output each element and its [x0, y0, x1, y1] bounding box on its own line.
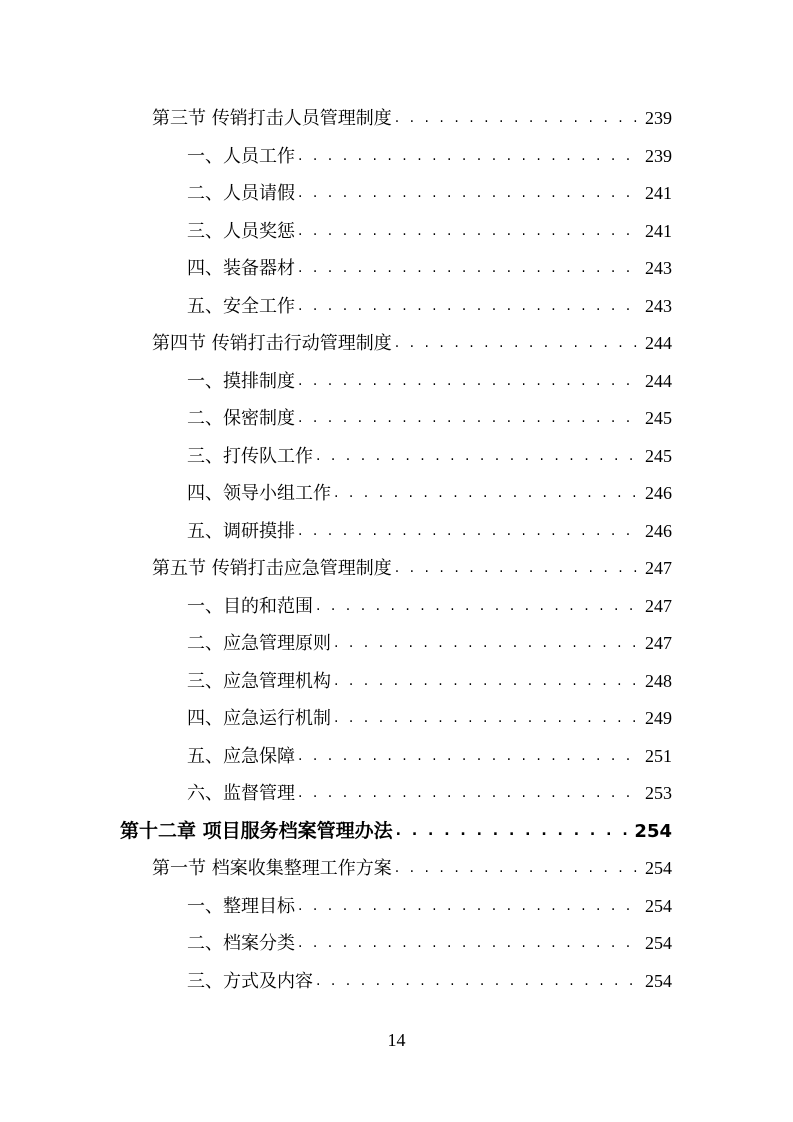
- toc-entry[interactable]: [187, 400, 672, 437]
- toc-entry-page: 254: [645, 970, 672, 991]
- toc-leader-dots: [298, 513, 641, 550]
- toc-entry-page: 246: [645, 520, 672, 541]
- toc-entry-title: 二、人员请假: [187, 183, 295, 204]
- toc-entry[interactable]: [152, 550, 672, 587]
- toc-entry-title: 五、调研摸排: [187, 520, 295, 542]
- toc-leader-dots: [395, 550, 641, 587]
- toc-entry[interactable]: [187, 663, 672, 700]
- toc-entry-page: 241: [645, 183, 672, 203]
- toc-entry-title: 五、安全工作: [187, 295, 295, 317]
- toc-entry-title: 二、保密制度: [187, 408, 295, 429]
- toc-leader-dots: [334, 663, 641, 700]
- toc-entry-title: 一、目的和范围: [187, 595, 313, 617]
- toc-entry[interactable]: [187, 438, 672, 475]
- toc-entry-title: 二、档案分类: [187, 933, 295, 954]
- toc-leader-dots: [316, 963, 641, 1000]
- toc-leader-dots: [298, 888, 641, 925]
- toc-entry-title: 第五节 传销打击应急管理制度: [152, 558, 392, 579]
- toc-entry[interactable]: [187, 700, 672, 737]
- toc-entry-page: 247: [645, 633, 672, 653]
- toc-entry-page: 239: [645, 145, 672, 166]
- toc-entry[interactable]: [187, 250, 672, 287]
- toc-entry[interactable]: [187, 963, 672, 1000]
- toc-leader-dots: [396, 813, 631, 850]
- toc-entry-title: 一、摸排制度: [187, 370, 295, 392]
- toc-entry-page: 254: [645, 933, 672, 953]
- toc-entry-page: 249: [645, 708, 672, 728]
- toc-entry-page: 253: [645, 783, 672, 803]
- toc-entry-title: 第四节 传销打击行动管理制度: [152, 333, 392, 354]
- toc-leader-dots: [334, 700, 641, 737]
- toc-leader-dots: [395, 100, 641, 137]
- toc-entry[interactable]: [187, 288, 672, 325]
- toc-entry-title: 五、应急保障: [187, 745, 295, 767]
- toc-entry-page: 254: [634, 820, 672, 842]
- toc-leader-dots: [334, 625, 641, 662]
- toc-entry-page: 245: [645, 408, 672, 428]
- toc-entry-title: 一、人员工作: [187, 145, 295, 167]
- toc-entry-title: 四、装备器材: [187, 258, 295, 279]
- toc-entry-title: 二、应急管理原则: [187, 633, 331, 654]
- toc-entry-title: 第一节 档案收集整理工作方案: [152, 858, 392, 879]
- toc-leader-dots: [334, 475, 641, 512]
- toc-leader-dots: [298, 925, 641, 962]
- toc-entry[interactable]: [187, 363, 672, 400]
- toc-leader-dots: [298, 775, 641, 812]
- toc-leader-dots: [395, 325, 641, 362]
- toc-leader-dots: [316, 588, 641, 625]
- toc-entry-page: 254: [645, 895, 672, 916]
- toc-entry-page: 239: [645, 108, 672, 128]
- toc-entry[interactable]: [187, 513, 672, 550]
- toc-leader-dots: [298, 138, 641, 175]
- toc-entry-page: 243: [645, 258, 672, 278]
- toc-entry-page: 244: [645, 333, 672, 353]
- toc-entry-title: 三、打传队工作: [187, 445, 313, 467]
- page-number: 14: [387, 1030, 406, 1050]
- toc-leader-dots: [298, 250, 641, 287]
- toc-entry-title: 四、应急运行机制: [187, 708, 331, 729]
- toc-entry-title: 一、整理目标: [187, 895, 295, 917]
- toc-leader-dots: [298, 738, 641, 775]
- toc-entry[interactable]: [187, 475, 672, 512]
- toc-leader-dots: [395, 850, 641, 887]
- toc-entry[interactable]: [187, 925, 672, 962]
- toc-leader-dots: [316, 438, 641, 475]
- toc-entry[interactable]: [187, 775, 672, 812]
- toc-entry[interactable]: [187, 213, 672, 250]
- toc-entry[interactable]: [187, 625, 672, 662]
- toc-leader-dots: [298, 363, 641, 400]
- toc-entry-page: 245: [645, 445, 672, 466]
- toc-entry[interactable]: [187, 588, 672, 625]
- toc-entry-page: 247: [645, 595, 672, 616]
- toc-entry-page: 244: [645, 370, 672, 391]
- toc-entry-title: 四、领导小组工作: [187, 483, 331, 504]
- toc-entry-page: 248: [645, 670, 672, 691]
- toc-entry-title: 三、人员奖惩: [187, 220, 295, 242]
- toc-entry[interactable]: [152, 100, 672, 137]
- toc-entry[interactable]: [187, 175, 672, 212]
- toc-leader-dots: [298, 213, 641, 250]
- toc-leader-dots: [298, 400, 641, 437]
- toc-leader-dots: [298, 175, 641, 212]
- toc-entry[interactable]: [187, 138, 672, 175]
- toc-entry-page: 251: [645, 745, 672, 766]
- toc-entry[interactable]: [152, 325, 672, 362]
- toc-entry[interactable]: [187, 738, 672, 775]
- toc-entry-page: 254: [645, 858, 672, 878]
- toc-entry-page: 243: [645, 295, 672, 316]
- toc-entry-title: 三、方式及内容: [187, 970, 313, 992]
- toc-entry[interactable]: [120, 813, 672, 850]
- toc-entry-page: 241: [645, 220, 672, 241]
- toc-entry[interactable]: [187, 888, 672, 925]
- toc-entry-page: 247: [645, 558, 672, 578]
- toc-leader-dots: [298, 288, 641, 325]
- toc-entry-title: 第十二章 项目服务档案管理办法: [120, 819, 393, 842]
- toc-entry-title: 六、监督管理: [187, 783, 295, 804]
- toc-entry[interactable]: [152, 850, 672, 887]
- toc-entry-page: 246: [645, 483, 672, 503]
- toc-entry-title: 三、应急管理机构: [187, 670, 331, 692]
- toc-entry-title: 第三节 传销打击人员管理制度: [152, 108, 392, 129]
